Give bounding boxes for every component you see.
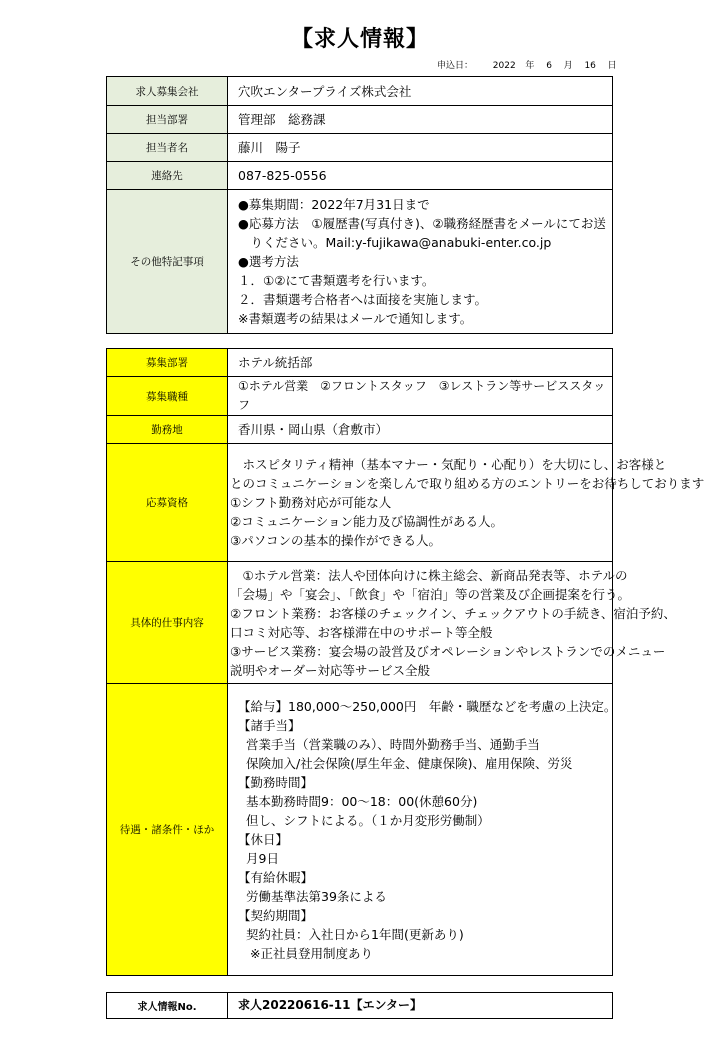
table-row (107, 134, 613, 162)
duties-line: 「会場」や「宴会」、「飲食」や「宿泊」等の営業及び企画提案を行う。 (230, 586, 631, 602)
table-row (107, 684, 613, 976)
company-name-value: 穴吹エンタープライズ株式会社 (228, 77, 613, 106)
qualification-label: 応募資格 (107, 444, 228, 562)
note-line: １．①②にて書類選考を行います。 (238, 273, 435, 288)
table-row (107, 562, 613, 684)
note-line: ●選考方法 (238, 254, 299, 269)
qualification-line: とのコミュニケーションを楽しんで取り組める方のエントリーをお待ちしております (230, 476, 705, 491)
company-table (106, 76, 613, 334)
work-location-value: 香川県・岡山県（倉敷市） (228, 416, 613, 444)
table-row (107, 77, 613, 106)
conditions-line: 【給与】180,000～250,000円 年齢・職歴などを考慮の上決定。 (238, 698, 617, 714)
table-row (107, 993, 613, 1019)
table-row (107, 349, 613, 377)
phone-value: 087-825-0556 (228, 162, 613, 190)
job-number-table (106, 992, 613, 1019)
job-type-value: ①ホテル営業 ②フロントスタッフ ③レストラン等サービススタッフ (228, 377, 613, 416)
conditions-value (228, 684, 617, 976)
job-number-value: 求人20220616-11【エンター】 (228, 993, 613, 1019)
conditions-line: 労働基準法第39条による (246, 888, 387, 904)
date-day-unit: 日 (607, 61, 617, 71)
conditions-line: 【契約期間】 (238, 907, 314, 923)
page-title: 【求人情報】 (290, 27, 429, 52)
qualification-line: ホスピタリティ精神（基本マナー・気配り・心配り）を大切にし、お客様と (230, 457, 667, 472)
job-type-label: 募集職種 (107, 377, 228, 416)
conditions-line: 【有給休暇】 (238, 869, 314, 885)
job-table (106, 348, 705, 976)
duties-value (228, 562, 676, 684)
conditions-line: 契約社員：入社日から1年間(更新あり) (246, 926, 464, 942)
conditions-line: 【休日】 (238, 831, 289, 847)
application-date (437, 58, 617, 71)
conditions-line: 基本勤務時間9：00～18：00(休憩60分) (246, 793, 478, 809)
date-month-unit: 月 (563, 61, 573, 71)
duties-line: 説明やオーダー対応等サービス全般 (230, 662, 431, 678)
table-row (107, 416, 613, 444)
qualification-value (228, 444, 705, 562)
date-day: 16 (584, 61, 596, 71)
hiring-dept-value: ホテル統括部 (228, 349, 613, 377)
conditions-line: 【勤務時間】 (238, 774, 314, 790)
conditions-line: 営業手当（営業職のみ）、時間外勤務手当、通勤手当 (246, 736, 540, 752)
duties-line: ②フロント業務：お客様のチェックイン、チェックアウトの手続き、宿泊予約、 (230, 605, 676, 621)
other-notes-label: その他特記事項 (107, 190, 228, 334)
date-year: 2022 (492, 61, 516, 71)
duties-line: ③サービス業務：宴会場の設営及びオペレーションやレストランでのメニュー (230, 643, 666, 659)
table-row (107, 444, 613, 562)
qualification-line: ②コミュニケーション能力及び協調性がある人。 (230, 514, 503, 529)
contact-person-value: 藤川 陽子 (228, 134, 613, 162)
conditions-line: 但し、シフトによる。（１か月変形労働制） (246, 812, 490, 828)
hiring-dept-label: 募集部署 (107, 349, 228, 377)
table-row (107, 190, 613, 334)
job-number-label: 求人情報No. (107, 993, 228, 1019)
table-row (107, 377, 613, 416)
table-row (107, 106, 613, 134)
phone-label: 連絡先 (107, 162, 228, 190)
date-year-unit: 年 (525, 61, 535, 71)
note-line: ●応募方法 ①履歴書(写真付き)、②職務経歴書をメールにてお送 (238, 216, 606, 231)
note-line: りください。Mail:y-fujikawa@anabuki-enter.co.jp (238, 235, 552, 250)
note-line: ●募集期間：2022年7月31日まで (238, 197, 430, 212)
qualification-line: ③パソコンの基本的操作ができる人。 (230, 533, 441, 548)
date-label: 申込日： (437, 61, 474, 71)
duties-label: 具体的仕事内容 (107, 562, 228, 684)
note-line: ２．書類選考合格者へは面接を実施します。 (238, 292, 488, 307)
conditions-label: 待遇・諸条件・ほか (107, 684, 228, 976)
note-line: ※書類選考の結果はメールで通知します。 (238, 311, 473, 326)
other-notes-value (228, 190, 613, 334)
company-name-label: 求人募集会社 (107, 77, 228, 106)
work-location-label: 勤務地 (107, 416, 228, 444)
department-label: 担当部署 (107, 106, 228, 134)
department-value: 管理部 総務課 (228, 106, 613, 134)
qualification-line: ①シフト勤務対応が可能な人 (230, 495, 392, 510)
date-month: 6 (546, 61, 552, 71)
duties-line: 口コミ対応等、お客様滞在中のサポート等全般 (230, 624, 493, 640)
contact-person-label: 担当者名 (107, 134, 228, 162)
conditions-line: 保険加入/社会保険(厚生年金、健康保険)、雇用保険、労災 (246, 755, 573, 771)
conditions-line: 【諸手当】 (238, 717, 301, 733)
conditions-line: ※正社員登用制度あり (250, 945, 373, 961)
conditions-line: 月9日 (246, 850, 279, 866)
table-row (107, 162, 613, 190)
duties-line: ①ホテル営業：法人や団体向けに株主総会、新商品発表等、ホテルの (230, 567, 628, 583)
